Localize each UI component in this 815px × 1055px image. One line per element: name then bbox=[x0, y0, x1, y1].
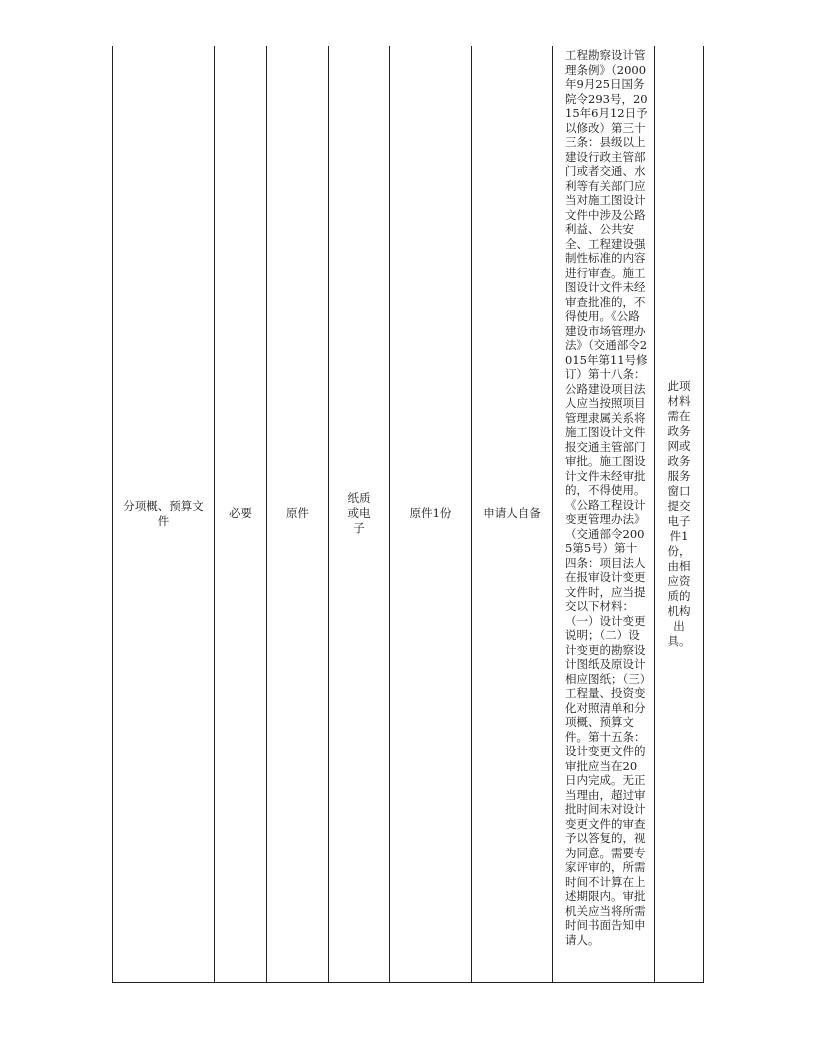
requirement: 必要 bbox=[229, 506, 252, 521]
quantity: 原件1份 bbox=[409, 506, 452, 521]
materials-table bbox=[112, 46, 704, 983]
source: 申请人自备 bbox=[483, 506, 541, 521]
legal-basis-text: 工程勘察设计管理条例》（2000年9月25日国务院令293号，2015年6月12日予以修改）第三十三条：县级以上建设行政主管部门或者交通、水利等有关部门应当对施工图设计文件中涉及公路利益、公共安全、工程建设强制性标准的内容进行审查。施工图设计文件未经审查批准的，不得使用。《公路建设市场管理办法》（交通部令2015年第11号修订）第十八条：公路建设项目法人应当按照项目管理隶属关系将施工图设计文件报交通主管部门审批。施工图设计文件未经审批的，不得使用。《公路工程设计变更管理办法》（交通部令2005第5号）第十四条：项目法人在报审设计变更文件时，应当提交以下材料：（一）设计变更说明；（二）设计变更的勘察设计图纸及原设计相应图纸；（三）工程量、投资变化对照清单和分项概、预算文件。第十五条：设计变更文件的审批应当在20日内完成。无正当理由，超过审批时间未对设计变更文件的审查予以答复的，视为同意。需要专家评审的，所需时间不计算在上述期限内。审批机关应当将所需时间书面告知申请人。 bbox=[565, 48, 648, 947]
source-cell bbox=[472, 46, 553, 982]
note-cell bbox=[655, 46, 704, 982]
table-row bbox=[113, 46, 704, 982]
medium-cell bbox=[329, 46, 390, 982]
requirement-cell bbox=[215, 46, 267, 982]
material-name-cell bbox=[113, 46, 215, 982]
copy-type-cell bbox=[267, 46, 329, 982]
legal-basis-cell bbox=[553, 46, 655, 982]
material-name: 分项概、预算文件 bbox=[123, 498, 204, 528]
quantity-cell bbox=[390, 46, 472, 982]
medium: 纸质或电子 bbox=[347, 491, 371, 536]
note-text: 此项材料需在政务网或政务服务窗口提交电子件1份，由相应资质的机构出具。 bbox=[667, 378, 691, 648]
copy-type: 原件 bbox=[286, 506, 309, 521]
